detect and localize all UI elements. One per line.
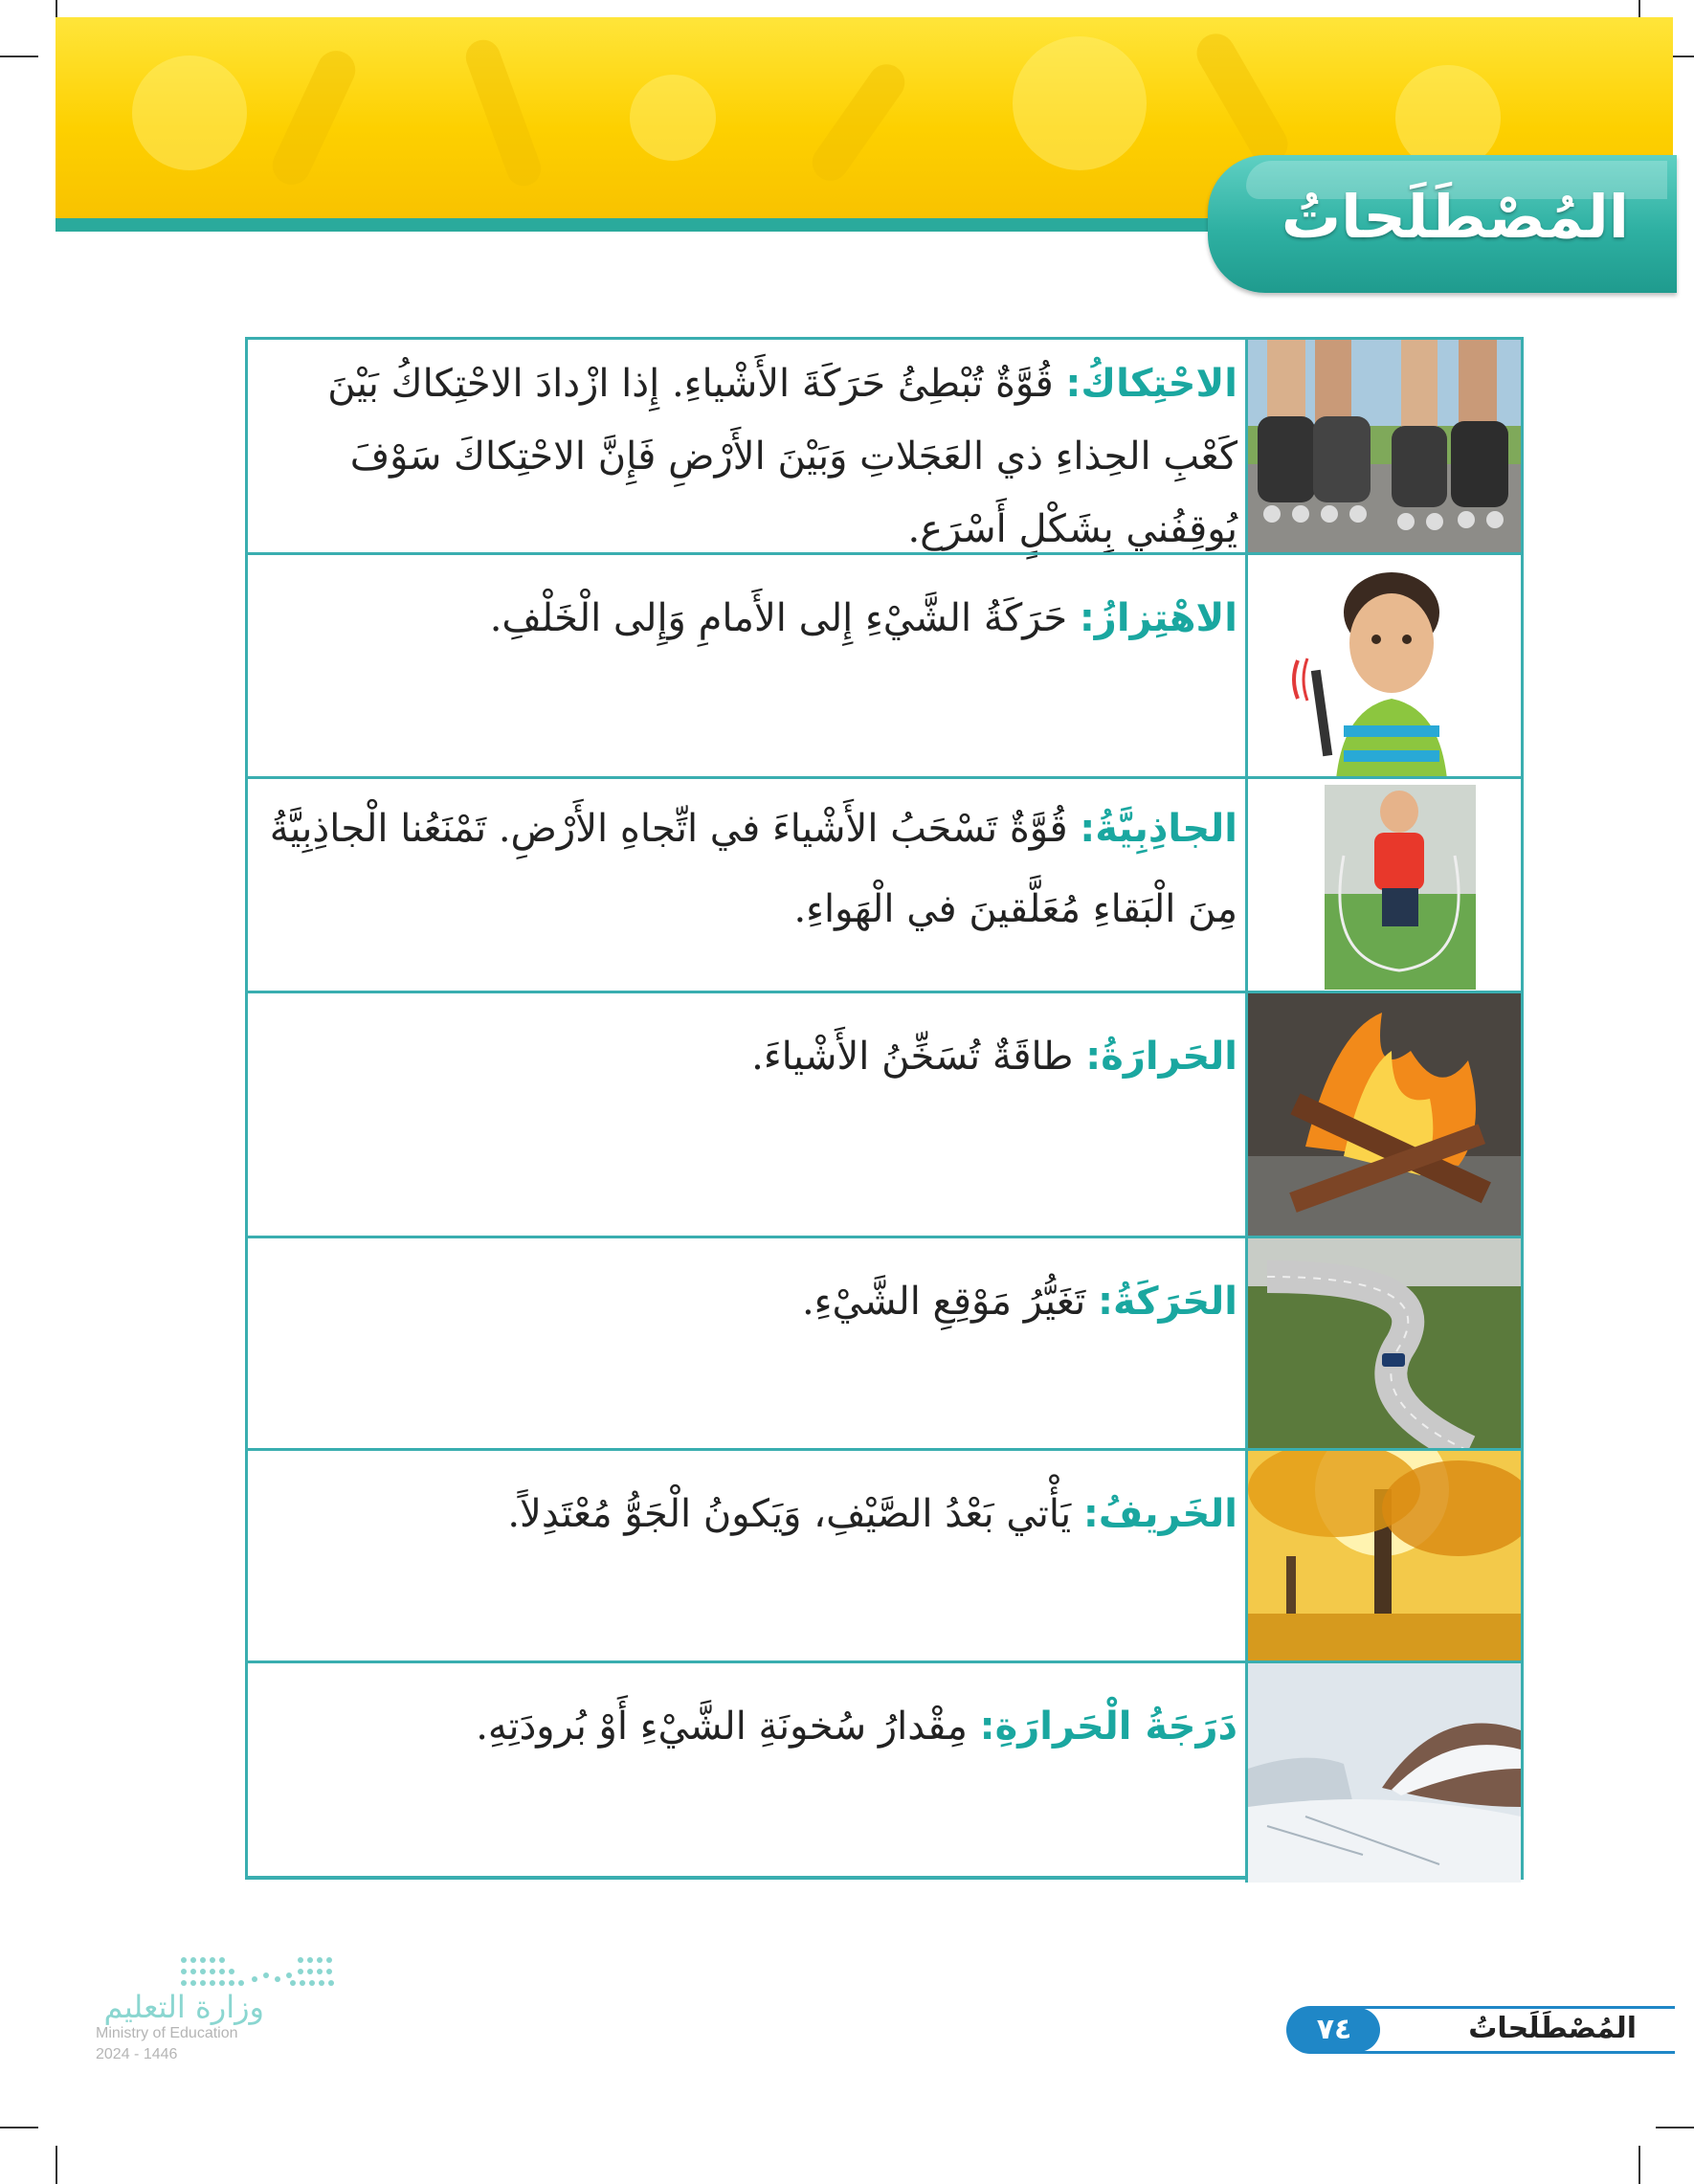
header-divider (56, 218, 1252, 232)
crop-mark (56, 2146, 57, 2184)
glossary-table (245, 337, 1524, 1880)
footer-section-title: المُصْطَلَحاتُ (1468, 2012, 1637, 2045)
edition-year: 2024 - 1446 (96, 2046, 178, 2062)
definition-text: طاقَةٌ تُسَخِّنُ الأَشْياءَ. (751, 1035, 1086, 1079)
definition-text: مِقْدارُ سُخونَةِ الشَّيْءِ أَوْ بُرودَتِهِ. (476, 1705, 980, 1749)
glossary-term: الجاذِبِيَّةُ: (1080, 807, 1237, 851)
page-number: ٧٤ (1288, 2008, 1380, 2052)
glossary-definition (248, 1238, 1248, 1448)
glossary-term: الحَرارَةُ: (1085, 1035, 1237, 1079)
snowy-mountain-image (1248, 1663, 1521, 1883)
definition-text: تَغَيُّرُ مَوْقِعِ الشَّيْءِ. (801, 1280, 1099, 1324)
definition-text: قُوَّةٌ تُبْطِئُ حَرَكَةَ الأَشْياءِ. إِذا ازْدادَ الاحْتِكاكُ بَيْنَ كَعْبِ الحِذاءِ ذي العَجَلاتِ وَبَيْنَ الأَرْضِ فَإِنَّ الاحْتِكاكَ سَوْفَ يُوقِفُني بِشَكْلٍ أَسْرَع. (327, 362, 1237, 551)
crop-mark (1656, 2127, 1694, 2128)
ministry-name-en: Ministry of Education (96, 2025, 238, 2041)
campfire-image (1248, 993, 1521, 1236)
autumn-tree-image (1248, 1451, 1521, 1660)
crop-mark (0, 2127, 38, 2128)
winding-road-image (1248, 1238, 1521, 1448)
ministry-name-ar: وزارة التعليم (103, 1989, 264, 2025)
glossary-definition (248, 555, 1248, 776)
boy-jumping-rope-image (1248, 779, 1521, 991)
page-title: المُصْطَلَحاتُ (1281, 182, 1629, 252)
glossary-row (248, 552, 1521, 776)
glossary-row (248, 991, 1521, 1236)
glossary-row (248, 1236, 1521, 1448)
glossary-term: الاحْتِكاكُ: (1065, 362, 1237, 406)
glossary-definition (248, 779, 1248, 991)
glossary-term: الحَرَكَةُ: (1098, 1280, 1237, 1324)
definition-text: حَرَكَةُ الشَّيْءِ إِلى الأَمامِ وَإِلى الْخَلْفِ. (489, 596, 1080, 640)
glossary-row (248, 1660, 1521, 1883)
crop-mark (1638, 2146, 1640, 2184)
roller-skates-image (1248, 340, 1521, 552)
glossary-term: الخَريفُ: (1082, 1492, 1237, 1536)
glossary-term: الاهْتِزازُ: (1079, 596, 1237, 640)
glossary-row (248, 1448, 1521, 1660)
definition-text: قُوَّةٌ تَسْحَبُ الأَشْياءَ في اتِّجاهِ الأَرْضِ. تَمْنَعُنا الْجاذِبِيَّةُ مِنَ الْبَقاءِ مُعَلَّقينَ في الْهَواءِ. (269, 807, 1237, 931)
glossary-row (248, 776, 1521, 991)
crop-mark (0, 56, 38, 57)
glossary-definition (248, 1663, 1248, 1883)
glossary-definition (248, 340, 1248, 552)
glossary-definition (248, 1451, 1248, 1660)
glossary-definition (248, 993, 1248, 1236)
glossary-row (248, 340, 1521, 552)
glossary-term: دَرَجَةُ الْحَرارَةِ: (979, 1705, 1237, 1749)
definition-text: يَأْتي بَعْدُ الصَّيْفِ، وَيَكونُ الْجَوُّ مُعْتَدِلاً. (507, 1492, 1083, 1536)
boy-vibrating-ruler-image (1248, 555, 1521, 776)
